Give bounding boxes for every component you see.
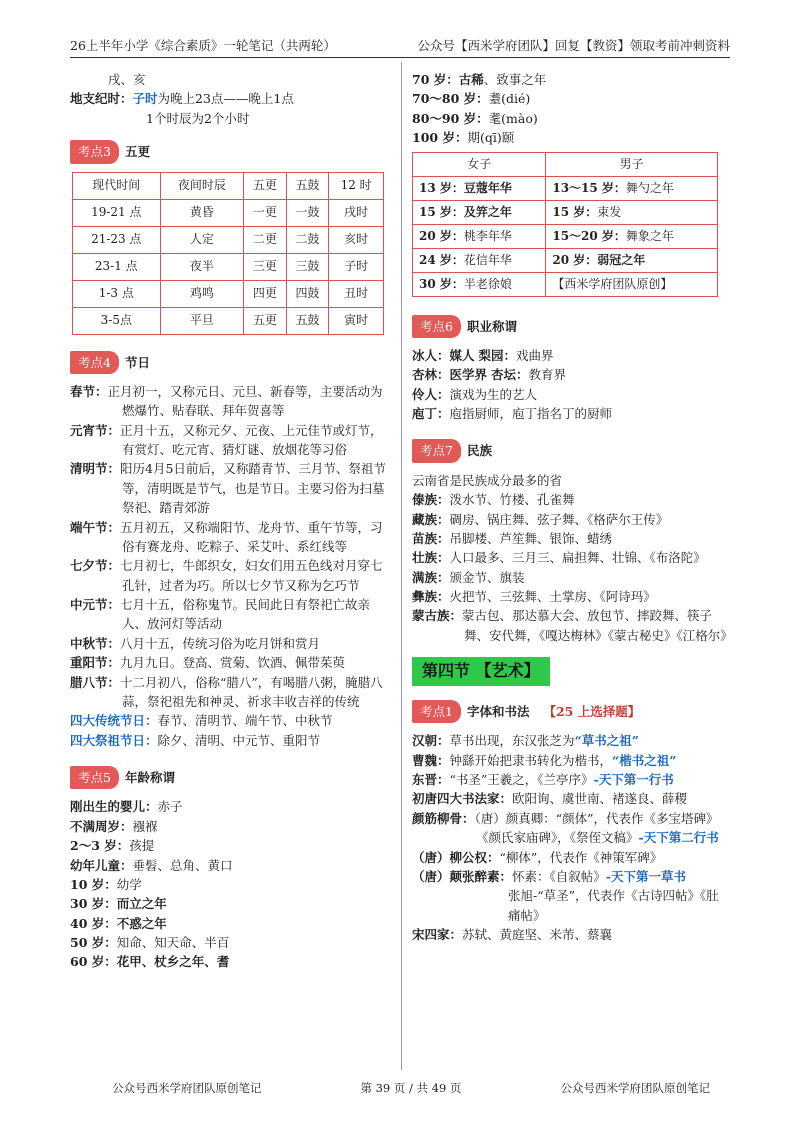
table-cell: 四鼓 xyxy=(286,280,329,307)
table-row xyxy=(73,226,384,253)
page-header xyxy=(70,36,730,58)
festival-list xyxy=(70,382,390,711)
table-cell: 丑时 xyxy=(329,280,384,307)
job-text: 戏曲界 xyxy=(516,347,554,363)
five-watches-table xyxy=(72,172,384,335)
page-number: 第 39 页 / 共 49 页 xyxy=(360,1081,462,1095)
ethnic-item xyxy=(412,529,728,548)
festival-label: 元宵节： xyxy=(70,422,121,438)
footer-left: 公众号西米学府团队原创笔记 xyxy=(112,1081,262,1095)
gender-age-table xyxy=(412,152,718,297)
job-label: 冰人： xyxy=(412,347,450,363)
table-header-row xyxy=(413,152,718,176)
column-divider xyxy=(401,62,402,1070)
kd5-heading: 考点5 年龄称谓 xyxy=(70,766,390,789)
age-label: 13～15 岁： xyxy=(552,180,626,195)
kd6-heading: 考点6 职业称谓 xyxy=(412,315,728,338)
dizhi-line: 地支纪时：子时为晚上23点——晚上1点 xyxy=(70,91,294,107)
table-cell: 三更 xyxy=(244,253,287,280)
table-row xyxy=(73,307,384,334)
age-item xyxy=(70,952,390,971)
kd4-heading: 考点4 节日 xyxy=(70,351,390,374)
list-item: 颜筋柳骨：（唐）颜真卿：“颜体”，代表作《多宝塔碑》《颜氏家庙碑》，《祭侄文稿》-天下第二行书 xyxy=(412,810,719,846)
ethnic-item xyxy=(412,510,728,529)
table-cell: 现代时间 xyxy=(73,172,161,199)
table-cell: 21-23 点 xyxy=(73,226,161,253)
age-text: 花甲、杖乡之年、耆 xyxy=(116,954,230,970)
ethnic-text: 人口最多、三月三、扁担舞、壮锦、《布洛陀》 xyxy=(449,550,706,566)
festival-item xyxy=(70,653,390,672)
age-label: 15 岁： xyxy=(419,204,464,219)
age-item xyxy=(412,70,728,89)
table-cell: 亥时 xyxy=(329,226,384,253)
age-label: 20 岁： xyxy=(552,252,598,267)
table-cell xyxy=(413,248,546,272)
kd7-heading: 考点7 民族 xyxy=(412,439,728,462)
text-line: 戌、亥 xyxy=(108,72,146,87)
table-cell: 人定 xyxy=(160,226,243,253)
festival-item xyxy=(70,673,390,712)
festival-text: 九月九日。登高、赏菊、饮酒、佩带茱萸 xyxy=(120,655,346,671)
table-cell xyxy=(413,224,546,248)
age-label: 30 岁： xyxy=(419,276,464,291)
table-cell: 19-21 点 xyxy=(73,199,161,226)
age-item xyxy=(412,128,728,147)
age-label: 13 岁： xyxy=(419,180,464,195)
table-cell: 四更 xyxy=(244,280,287,307)
table-cell: 五更 xyxy=(244,307,287,334)
festival-item xyxy=(70,459,390,517)
job-text: 媒人 xyxy=(449,347,475,363)
age-text: 襁褓 xyxy=(132,818,158,834)
age-label: 刚出生的婴儿： xyxy=(70,799,158,815)
festival-label: 中秋节： xyxy=(70,635,121,651)
ethnic-item xyxy=(412,606,733,645)
table-cell: 寅时 xyxy=(329,307,384,334)
ethnic-text: 火把节、三弦舞、土掌房、《阿诗玛》 xyxy=(449,589,656,604)
age-list-continued xyxy=(412,70,728,148)
ethnic-item xyxy=(412,587,728,606)
page-footer xyxy=(0,1080,800,1096)
festival-item xyxy=(70,421,390,460)
ethnic-item xyxy=(412,548,728,567)
table-header-cell: 男子 xyxy=(546,152,718,176)
festival-label: 端午节： xyxy=(70,519,121,535)
age-item xyxy=(70,817,390,836)
age-title: 半老徐娘 xyxy=(463,276,512,291)
table-row xyxy=(73,172,384,199)
ethnic-label: 蒙古族： xyxy=(412,608,463,624)
ethnic-label: 彝族： xyxy=(412,589,450,604)
age-label: 15～20 岁： xyxy=(552,228,626,243)
festival-text: 正月初一，又称元日、元旦、新春等，主要活动为燃爆竹、贴春联、拜年贺喜等 xyxy=(107,383,383,419)
age-item xyxy=(70,836,390,855)
table-cell: 3-5点 xyxy=(73,307,161,334)
table-cell xyxy=(546,224,718,248)
table-row xyxy=(413,224,718,248)
age-label: 70 岁： xyxy=(412,72,459,87)
age-label: 不满周岁： xyxy=(70,818,133,834)
ethnic-list xyxy=(412,490,733,645)
festival-label: 重阳节： xyxy=(70,655,121,671)
ethnic-item xyxy=(412,568,728,587)
age-label: 30 岁： xyxy=(70,896,117,912)
age-text: 、致事之年 xyxy=(483,72,547,87)
age-title: 及笄之年 xyxy=(463,204,512,219)
age-text: 垂髫、总角、黄口 xyxy=(132,857,233,873)
festival-item xyxy=(70,556,390,595)
table-cell xyxy=(413,200,546,224)
age-title: 束发 xyxy=(597,204,622,219)
list-item: 汉朝：草书出现，东汉张芝为“草书之祖” xyxy=(412,733,639,749)
ethnic-text: 碉房、锅庄舞、弦子舞、《格萨尔王传》 xyxy=(449,511,669,527)
age-title: 豆蔻年华 xyxy=(463,180,512,195)
list-item: 张旭-“草圣”，代表作《古诗四帖》《肚痛帖》 xyxy=(508,888,719,923)
header-right: 公众号【西米学府团队】回复【教资】领取考前冲刺资料 xyxy=(417,38,730,53)
age-text: 幼学 xyxy=(116,876,142,892)
table-cell: 12 时 xyxy=(329,172,384,199)
table-cell: 一鼓 xyxy=(286,199,329,226)
list-item: 初唐四大书法家：欧阳询、虞世南、褚遂良、薛稷 xyxy=(412,791,688,807)
age-text: 赤子 xyxy=(157,799,183,815)
age-label: 24 岁： xyxy=(419,252,464,267)
table-row xyxy=(73,253,384,280)
age-bold: 古稀 xyxy=(458,72,484,87)
age-item xyxy=(70,914,390,933)
age-text: 知命、知天命、半百 xyxy=(116,935,230,950)
age-text: 耄(mào) xyxy=(488,110,538,126)
table-cell: 戌时 xyxy=(329,199,384,226)
festival-text: 五月初五，又称端阳节、龙舟节、重午节等，习俗有赛龙舟、吃粽子、采艾叶、系红线等 xyxy=(120,519,383,554)
job-label: 梨园： xyxy=(478,347,517,363)
table-cell xyxy=(413,272,546,296)
ethnic-label: 壮族： xyxy=(412,550,450,566)
table-cell: 夜间时辰 xyxy=(160,172,243,199)
age-item xyxy=(70,875,390,894)
section-title: 第四节 【艺术】 xyxy=(412,657,550,686)
age-label: 20 岁： xyxy=(419,228,464,243)
table-cell xyxy=(413,176,546,200)
age-item xyxy=(412,109,728,128)
table-cell: 五更 xyxy=(244,172,287,199)
festival-text: 七月十五，俗称鬼节。民间此日有祭祀亡故亲人、放河灯等活动 xyxy=(120,597,371,632)
age-label: 幼年儿童： xyxy=(70,857,133,873)
table-cell xyxy=(546,176,718,200)
table-row xyxy=(73,280,384,307)
age-label: 10 岁： xyxy=(70,876,117,892)
ethnic-text: 颁金节、旗装 xyxy=(449,569,525,585)
festival-item xyxy=(70,634,390,653)
age-label: 40 岁： xyxy=(70,915,117,931)
job-text: 教育界 xyxy=(528,367,567,383)
table-row xyxy=(413,200,718,224)
table-cell: 鸡鸣 xyxy=(160,280,243,307)
ethnic-text: 吊脚楼、芦笙舞、银饰、蜡绣 xyxy=(449,530,613,546)
job-item xyxy=(412,404,728,423)
festival-text: 十二月初八，俗称“腊八”，有喝腊八粥，腌腊八蒜，祭祀祖先和神灵、祈求丰收吉祥的传统 xyxy=(120,674,383,709)
table-cell: 五鼓 xyxy=(286,172,329,199)
kd1-heading: 考点1 字体和书法 【25 上选择题】 xyxy=(412,700,728,723)
list-item: （唐）颠张醉素：怀素：《自叙帖》-天下第一草书 xyxy=(412,868,686,884)
festival-text: 八月十五，传统习俗为吃月饼和赏月 xyxy=(120,635,321,651)
list-item: （唐）柳公权：“柳体”，代表作《神策军碑》 xyxy=(412,849,663,865)
age-text: 期(qī)颐 xyxy=(467,130,515,146)
festival-label: 春节： xyxy=(70,383,108,399)
table-cell: 一更 xyxy=(244,199,287,226)
table-cell: 三鼓 xyxy=(286,253,329,280)
text-line: 1个时辰为2个小时 xyxy=(146,110,250,126)
festival-item xyxy=(70,382,390,421)
list-item: 曹魏：钟繇开始把隶书转化为楷书，“楷书之祖” xyxy=(412,752,677,768)
age-text: 不惑之年 xyxy=(116,915,167,931)
four-festivals: 四大传统节日：春节、清明节、端午节、中秋节 xyxy=(70,713,333,729)
left-column xyxy=(70,70,390,972)
age-list xyxy=(70,797,390,971)
age-label: 15 岁： xyxy=(552,204,598,219)
festival-label: 清明节： xyxy=(70,461,121,477)
age-item xyxy=(70,856,390,875)
right-column xyxy=(412,70,733,944)
job-label: 庖丁： xyxy=(412,406,450,421)
job-text: 医学界 xyxy=(449,367,488,383)
ethnic-label: 傣族： xyxy=(412,492,450,508)
festival-label: 七夕节： xyxy=(70,558,121,574)
age-title: 舞象之年 xyxy=(625,228,674,243)
age-label: 80～90 岁： xyxy=(412,110,489,126)
table-cell xyxy=(546,248,718,272)
age-item xyxy=(70,894,390,913)
table-cell: 子时 xyxy=(329,253,384,280)
table-row xyxy=(413,248,718,272)
age-text: 孩提 xyxy=(129,838,155,854)
ethnic-text: 泼水节、竹楼、孔雀舞 xyxy=(449,492,575,508)
festival-label: 腊八节： xyxy=(70,674,121,690)
ethnic-item xyxy=(412,490,728,509)
age-label: 70～80 岁： xyxy=(412,91,489,107)
age-title: 舞勺之年 xyxy=(625,180,674,195)
table-cell: 23-1 点 xyxy=(73,253,161,280)
table-header-cell: 女子 xyxy=(413,152,546,176)
festival-item xyxy=(70,518,390,557)
festival-text: 正月十五，又称元夕、元夜、上元佳节或灯节，有赏灯、吃元宵、猜灯谜、放烟花等习俗 xyxy=(120,422,383,457)
table-cell xyxy=(546,200,718,224)
job-label: 杏坛： xyxy=(491,367,529,383)
job-list xyxy=(412,346,728,424)
table-row xyxy=(413,272,718,296)
table-cell: 二更 xyxy=(244,226,287,253)
ethnic-label: 藏族： xyxy=(412,511,450,527)
job-label: 伶人： xyxy=(412,386,450,402)
age-title: 【西米学府团队原创】 xyxy=(552,276,673,291)
age-title: 弱冠之年 xyxy=(597,252,646,267)
table-row xyxy=(73,199,384,226)
table-row xyxy=(413,176,718,200)
festival-text: 七月初七，牛郎织女，妇女们用五色线对月穿七孔针，过者为巧。所以七夕节又称为乞巧节 xyxy=(120,558,383,593)
job-text: 演戏为生的艺人 xyxy=(449,386,538,402)
job-label: 杏林： xyxy=(412,367,450,383)
age-title: 花信年华 xyxy=(463,252,512,267)
table-cell: 夜半 xyxy=(160,253,243,280)
age-label: 50 岁： xyxy=(70,935,117,950)
ethnic-label: 苗族： xyxy=(412,530,450,546)
job-item xyxy=(412,346,728,365)
festival-text: 阳历4月5日前后，又称踏青节、三月节、祭祖节等，清明既是节气，也是节日。主要习俗为扫墓祭祀、踏青郊游 xyxy=(120,461,386,516)
age-item xyxy=(412,89,728,108)
footer-right: 公众号西米学府团队原创笔记 xyxy=(560,1081,710,1095)
age-text: 耋(dié) xyxy=(488,91,531,107)
age-item xyxy=(70,933,390,952)
ethnic-text: 蒙古包、那达慕大会、放包节、摔跤舞、筷子舞、安代舞，《嘎达梅林》《蒙古秘史》《江格尔》 xyxy=(462,608,733,643)
list-item: 宋四家：苏轼、黄庭坚、米芾、蔡襄 xyxy=(412,927,613,943)
table-cell: 平旦 xyxy=(160,307,243,334)
table-cell: 五鼓 xyxy=(286,307,329,334)
kd3-heading: 考点3 五更 xyxy=(70,140,390,163)
age-label: 60 岁： xyxy=(70,954,117,970)
list-item: 东晋：“书圣”王羲之，《兰亭序》-天下第一行书 xyxy=(412,772,674,788)
table-cell: 黄昏 xyxy=(160,199,243,226)
table-cell xyxy=(546,272,718,296)
calligraphy-list xyxy=(412,731,728,944)
job-item xyxy=(412,385,728,404)
ancestor-festivals: 四大祭祖节日：除夕、清明、中元节、重阳节 xyxy=(70,732,321,748)
table-cell: 1-3 点 xyxy=(73,280,161,307)
ethnic-label: 满族： xyxy=(412,569,450,585)
festival-item xyxy=(70,595,390,634)
job-text: 庖指厨师，庖丁指名丁的厨师 xyxy=(449,406,613,421)
festival-label: 中元节： xyxy=(70,597,121,612)
age-label: 100 岁： xyxy=(412,130,468,146)
header-left: 26上半年小学《综合素质》一轮笔记（共两轮） xyxy=(70,38,336,53)
age-label: 2～3 岁： xyxy=(70,838,130,854)
table-cell: 二鼓 xyxy=(286,226,329,253)
age-title: 桃李年华 xyxy=(463,228,512,243)
job-item xyxy=(412,365,728,384)
age-text: 而立之年 xyxy=(116,896,167,912)
ethnic-intro: 云南省是民族成分最多的省 xyxy=(412,472,563,488)
age-item xyxy=(70,797,390,816)
